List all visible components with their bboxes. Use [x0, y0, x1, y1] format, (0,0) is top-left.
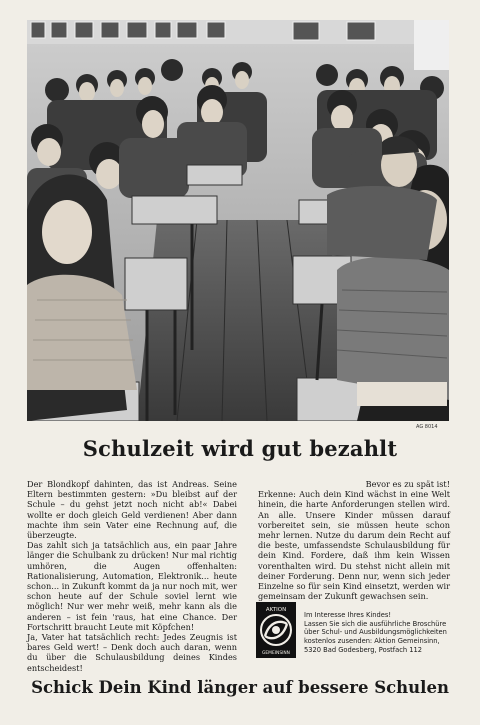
slogan: Schick Dein Kind länger auf bessere Schulen: [31, 678, 449, 697]
aktion-gemeinsinn-logo: [256, 602, 296, 658]
body-paragraph: Das zahlt sich ja tatsächlich aus, ein paar Jahre länger die Schulbank zu drücken! Nur mal richtig umhören, die Augen offenhalten: Rationalisierung, Automation, Elektronik... heute schon... in Zukunft kommt da ja nur noch mit, wer schon heute auf der Schule soviel lernt wie möglich! Nur wer mehr weiß, mehr kann als die anderen – ist fein 'raus, hat eine Chance. Der Fortschritt braucht Leute mit Köpfchen!: [27, 540, 237, 632]
coupon-line: kostenlos zusenden: Aktion Gemeinsinn,: [304, 637, 440, 646]
coupon-text: [304, 611, 454, 655]
coupon-line: 5320 Bad Godesberg, Postfach 112: [304, 645, 423, 654]
body-paragraph: Der Blondkopf dahinten, das ist Andreas. Seine Eltern bestimmten gestern: »Du bleibst auf der Schule – du gehst jetzt noch nicht ab!« Dabei wollte er doch gleich Geld verdienen! Aber dann machte ihm sein Vater eine Rechnung auf, die überzeugte.: [27, 479, 237, 541]
classroom-photo: [27, 20, 449, 421]
left-column-text: [27, 479, 237, 673]
body-paragraph: Erkenne: Auch dein Kind wächst in eine Welt hinein, die harte Anforderungen stellen wird. An alle. Unsere Kinder müssen darauf vorbereitet sein, sie müssen heute schon mehr lernen. Nutze du darum dein Recht auf die beste, umfassendste Schulausbildung für dein Kind. Fordere, daß ihm kein Wissen vorenthalten wird. Du stehst nicht allein mit deiner Forderung. Denn nur, wenn sich jeder Einzelne so für sein Kind einsetzt, werden wir gemeinsam der Zukunft gewachsen sein.: [258, 489, 450, 602]
photo-credit: AG 8014: [416, 424, 438, 430]
coupon-line: Lassen Sie sich die ausführliche Broschüre: [304, 619, 447, 628]
coupon-line: über Schul- und Ausbildungsmöglichkeiten: [304, 628, 447, 637]
svg-text:AKTION: AKTION: [265, 607, 287, 613]
lead-line: Bevor es zu spät ist!: [365, 479, 450, 489]
coupon-line: Im Interesse Ihres Kindes!: [304, 611, 392, 619]
svg-text:GEMEINSINN: GEMEINSINN: [262, 651, 290, 656]
right-column-text: [258, 479, 450, 601]
headline: Schulzeit wird gut bezahlt: [82, 436, 398, 461]
classroom-photo-illustration: [27, 20, 449, 421]
logo-icon: [256, 602, 296, 658]
body-paragraph: Ja, Vater hat tatsächlich recht: Jedes Zeugnis ist bares Geld wert! – Denk doch auch daran, wenn du über die Schulausbildung deines Kindes entscheidest!: [27, 632, 237, 673]
